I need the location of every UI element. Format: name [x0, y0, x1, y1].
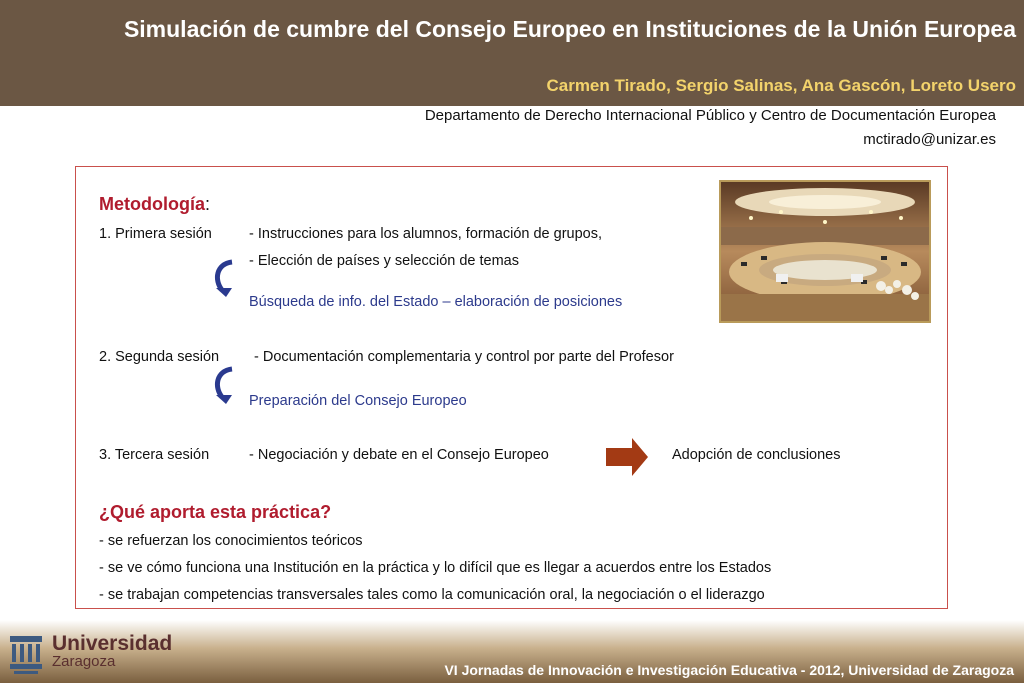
authors: Carmen Tirado, Sergio Salinas, Ana Gascón, Loreto Usero	[546, 76, 1016, 95]
curved-arrow-icon	[210, 258, 238, 298]
contribution-item: - se refuerzan los conocimientos teóricos	[99, 533, 363, 549]
methodology-heading	[99, 194, 210, 215]
council-meeting-room-photo	[719, 180, 931, 323]
contribution-heading: ¿Qué aporta esta práctica?	[99, 502, 332, 522]
contribution-item: - se ve cómo funciona una Institución en la práctica y lo difícil que es llegar a acuerdos entre los Estados	[99, 560, 772, 576]
footer-banner	[0, 620, 1024, 683]
header-banner	[0, 0, 1024, 106]
session2-result: Preparación del Consejo Europeo	[249, 393, 467, 409]
session2-label: 2. Segunda sesión	[99, 349, 220, 365]
logo-subtitle: Zaragoza	[52, 653, 116, 670]
session1-result: Búsqueda de info. del Estado – elaboración de posiciones	[249, 294, 623, 310]
session1-item2: - Elección de países y selección de temas	[249, 253, 519, 269]
department: Departamento de Derecho Internacional Público y Centro de Documentación Europea	[424, 107, 996, 124]
curved-arrow-icon	[210, 365, 238, 405]
methodology-heading-text: Metodología	[99, 194, 205, 214]
session3-item1: - Negociación y debate en el Consejo Europeo	[249, 447, 549, 463]
contribution-item: - se trabajan competencias transversales tales como la comunicación oral, la negociación o el liderazgo	[99, 587, 765, 603]
session3-label: 3. Tercera sesión	[99, 447, 210, 463]
session3-result: Adopción de conclusiones	[672, 447, 841, 463]
methodology-colon: :	[205, 194, 211, 214]
email: mctirado@unizar.es	[863, 131, 996, 148]
page-title: Simulación de cumbre del Consejo Europeo en Instituciones de la Unión Europea	[123, 16, 1016, 42]
session1-item1: - Instrucciones para los alumnos, formación de grupos,	[249, 226, 603, 242]
event-text: VI Jornadas de Innovación e Investigación Educativa - 2012, Universidad de Zaragoza	[444, 662, 1014, 678]
right-arrow-icon	[606, 438, 648, 476]
session2-item1: - Documentación complementaria y control por parte del Profesor	[254, 349, 674, 365]
session1-label: 1. Primera sesión	[99, 226, 212, 242]
university-crest-icon	[8, 632, 44, 676]
logo-name: Universidad	[52, 632, 173, 655]
